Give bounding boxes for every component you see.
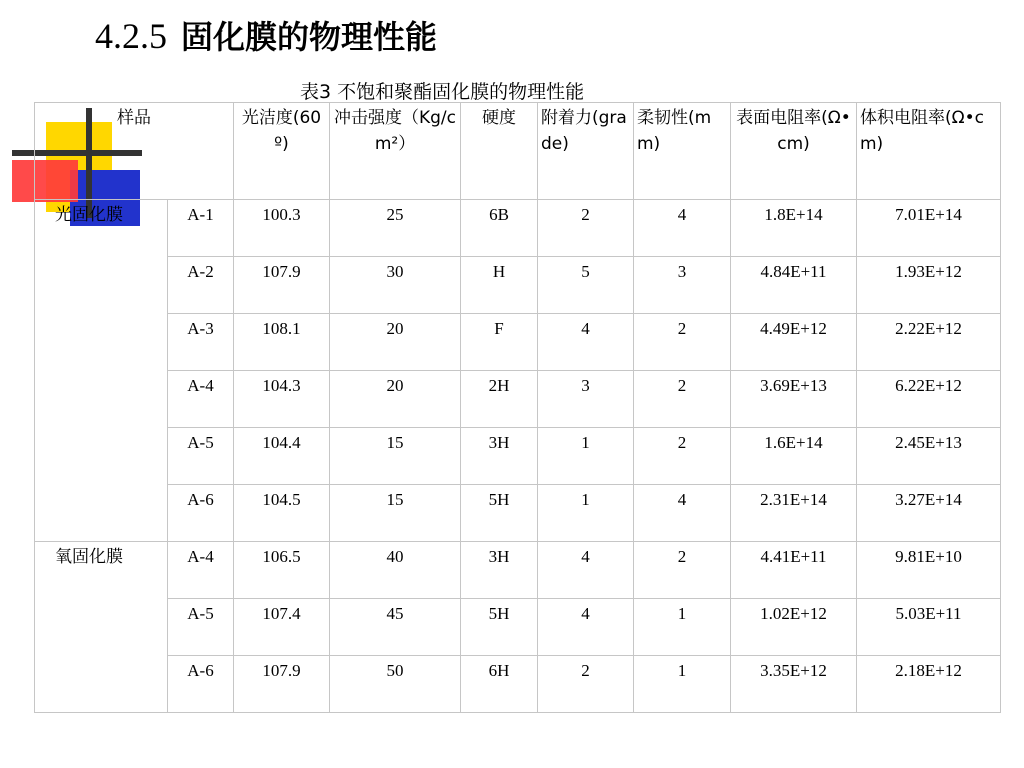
- cell-volume: 3.27E+14: [857, 485, 1001, 542]
- cell-impact: 15: [330, 485, 461, 542]
- cell-adhesion: 4: [538, 314, 634, 371]
- cell-surface: 4.84E+11: [731, 257, 857, 314]
- group-label: 氧固化膜: [35, 542, 168, 713]
- cell-hardness: 3H: [461, 542, 538, 599]
- cell-flex: 1: [634, 656, 731, 713]
- cell-hardness: 6B: [461, 200, 538, 257]
- cell-flex: 4: [634, 485, 731, 542]
- cell-adhesion: 4: [538, 599, 634, 656]
- cell-sample: A-4: [168, 542, 234, 599]
- cell-impact: 20: [330, 314, 461, 371]
- cell-gloss: 107.9: [234, 656, 330, 713]
- col-header: 样品: [35, 103, 234, 200]
- cell-flex: 2: [634, 314, 731, 371]
- table-row: [35, 428, 1001, 485]
- cell-hardness: 5H: [461, 485, 538, 542]
- cell-gloss: 107.9: [234, 257, 330, 314]
- cell-gloss: 100.3: [234, 200, 330, 257]
- table-row: [35, 257, 1001, 314]
- table-row: [35, 485, 1001, 542]
- cell-impact: 15: [330, 428, 461, 485]
- cell-impact: 25: [330, 200, 461, 257]
- cell-volume: 2.45E+13: [857, 428, 1001, 485]
- col-header: 柔韧性(mm): [634, 103, 731, 200]
- cell-adhesion: 5: [538, 257, 634, 314]
- slide-title: [95, 12, 437, 58]
- cell-gloss: 104.5: [234, 485, 330, 542]
- properties-table: [34, 102, 1001, 713]
- cell-gloss: 108.1: [234, 314, 330, 371]
- cell-surface: 1.02E+12: [731, 599, 857, 656]
- cell-sample: A-2: [168, 257, 234, 314]
- col-header: 光洁度(60º): [234, 103, 330, 200]
- cell-adhesion: 1: [538, 485, 634, 542]
- table-row: [35, 656, 1001, 713]
- cell-hardness: 3H: [461, 428, 538, 485]
- cell-impact: 30: [330, 257, 461, 314]
- table-row: [35, 599, 1001, 656]
- table-row: [35, 542, 1001, 599]
- cell-volume: 2.18E+12: [857, 656, 1001, 713]
- cell-surface: 4.49E+12: [731, 314, 857, 371]
- cell-sample: A-3: [168, 314, 234, 371]
- cell-sample: A-1: [168, 200, 234, 257]
- group-label: 光固化膜: [35, 200, 168, 542]
- section-title: 固化膜的物理性能: [181, 18, 438, 56]
- cell-surface: 1.6E+14: [731, 428, 857, 485]
- cell-surface: 3.69E+13: [731, 371, 857, 428]
- cell-volume: 2.22E+12: [857, 314, 1001, 371]
- cell-volume: 5.03E+11: [857, 599, 1001, 656]
- cell-flex: 2: [634, 542, 731, 599]
- cell-hardness: H: [461, 257, 538, 314]
- table-row: [35, 200, 1001, 257]
- col-header: 附着力(grade): [538, 103, 634, 200]
- cell-adhesion: 1: [538, 428, 634, 485]
- cell-sample: A-6: [168, 485, 234, 542]
- cell-sample: A-5: [168, 428, 234, 485]
- cell-adhesion: 2: [538, 200, 634, 257]
- table-caption: 表3 不饱和聚酯固化膜的物理性能: [300, 81, 585, 103]
- cell-impact: 20: [330, 371, 461, 428]
- cell-gloss: 104.3: [234, 371, 330, 428]
- cell-surface: 3.35E+12: [731, 656, 857, 713]
- col-header: 硬度: [461, 103, 538, 200]
- cell-gloss: 104.4: [234, 428, 330, 485]
- cell-sample: A-5: [168, 599, 234, 656]
- col-header: 体积电阻率(Ω•cm): [857, 103, 1001, 200]
- cell-hardness: 5H: [461, 599, 538, 656]
- cell-sample: A-6: [168, 656, 234, 713]
- cell-impact: 45: [330, 599, 461, 656]
- table-row: [35, 371, 1001, 428]
- col-header: 冲击强度（Kg/cm²）: [330, 103, 461, 200]
- cell-hardness: 2H: [461, 371, 538, 428]
- cell-volume: 6.22E+12: [857, 371, 1001, 428]
- cell-surface: 1.8E+14: [731, 200, 857, 257]
- cell-flex: 1: [634, 599, 731, 656]
- cell-flex: 4: [634, 200, 731, 257]
- cell-volume: 1.93E+12: [857, 257, 1001, 314]
- cell-impact: 40: [330, 542, 461, 599]
- cell-flex: 2: [634, 428, 731, 485]
- col-header: 表面电阻率(Ω•cm): [731, 103, 857, 200]
- cell-adhesion: 4: [538, 542, 634, 599]
- cell-gloss: 106.5: [234, 542, 330, 599]
- cell-sample: A-4: [168, 371, 234, 428]
- table-row: [35, 314, 1001, 371]
- cell-adhesion: 3: [538, 371, 634, 428]
- section-number: 4.2.5: [95, 16, 167, 56]
- header-row: [35, 103, 1001, 200]
- cell-surface: 2.31E+14: [731, 485, 857, 542]
- cell-volume: 9.81E+10: [857, 542, 1001, 599]
- cell-hardness: 6H: [461, 656, 538, 713]
- cell-impact: 50: [330, 656, 461, 713]
- cell-flex: 2: [634, 371, 731, 428]
- cell-surface: 4.41E+11: [731, 542, 857, 599]
- cell-volume: 7.01E+14: [857, 200, 1001, 257]
- cell-adhesion: 2: [538, 656, 634, 713]
- cell-flex: 3: [634, 257, 731, 314]
- cell-gloss: 107.4: [234, 599, 330, 656]
- cell-hardness: F: [461, 314, 538, 371]
